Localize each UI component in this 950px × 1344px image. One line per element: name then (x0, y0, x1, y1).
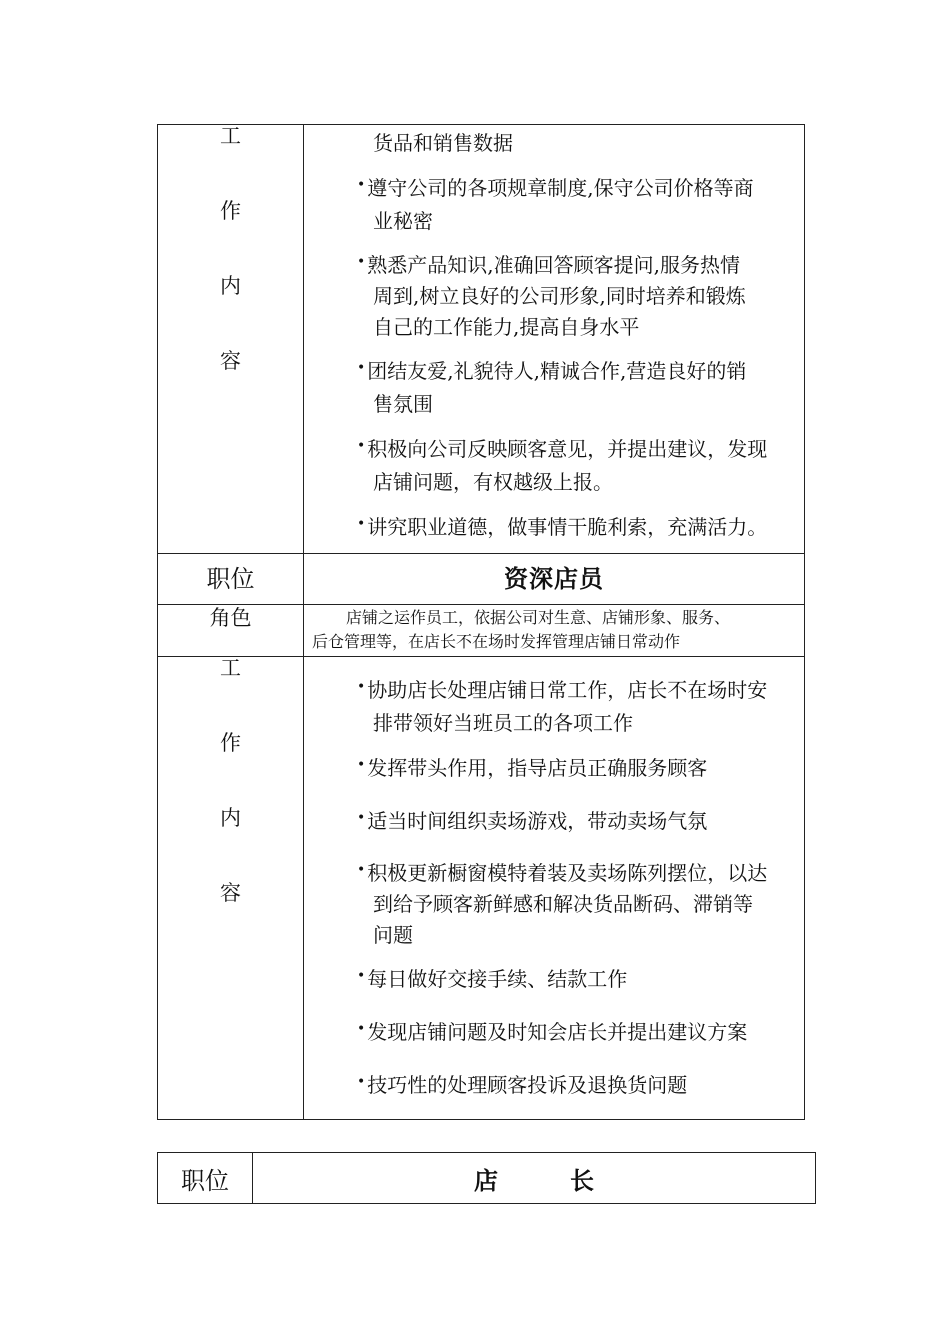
list-item: • 适当时间组织卖场游戏，带动卖场气氛 (357, 809, 708, 833)
bullet-icon: • (357, 254, 366, 270)
bullet-icon: • (357, 968, 366, 984)
list-item: • 发现店铺问题及时知会店长并提出建议方案 (357, 1020, 748, 1044)
duty-list-1 (304, 127, 804, 544)
list-item: • 熟悉产品知识,准确回答顾客提问,服务热情 周到,树立良好的公司形象,同时培养和锻炼 自己的工作能力,提高自身水平 (357, 253, 746, 339)
list-item: • 遵守公司的各项规章制度,保守公司价格等商 业秘密 (357, 176, 754, 233)
duty-label-cell-2 (158, 657, 304, 1120)
bullet-icon: • (357, 360, 366, 376)
bullet-icon: • (357, 1074, 366, 1090)
duty-label-char: 工 (220, 124, 241, 148)
list-item: • 积极向公司反映顾客意见，并提出建议，发现 店铺问题，有权越级上报。 (357, 437, 768, 494)
duty-label-cell-1 (158, 125, 304, 554)
list-item: • 团结友爱,礼貌待人,精诚合作,营造良好的销 售氛围 (357, 359, 747, 416)
job-description-table (157, 124, 805, 1120)
duty-label-char: 作 (220, 199, 241, 223)
list-item: • 发挥带头作用，指导店员正确服务顾客 (357, 756, 708, 780)
list-item: • 讲究职业道德，做事情干脆利索，充满活力。 (357, 515, 768, 539)
list-item: • 技巧性的处理顾客投诉及退换货问题 (357, 1073, 688, 1097)
bullet-icon: • (357, 757, 366, 773)
position-label: 职位 (158, 1153, 253, 1204)
role-label: 角色 (158, 605, 304, 657)
duty-list-2 (304, 671, 804, 1102)
duty-label-char: 内 (220, 806, 241, 830)
list-item: • 协助店长处理店铺日常工作，店长不在场时安 排带领好当班员工的各项工作 (357, 678, 768, 735)
duty-label-char: 容 (220, 881, 241, 905)
bullet-icon: • (357, 438, 366, 454)
duty-label-char: 作 (220, 731, 241, 755)
duty-label-char: 工 (220, 656, 241, 680)
list-item: • 每日做好交接手续、结款工作 (357, 967, 628, 991)
bullet-icon: • (357, 1021, 366, 1037)
role-line-1: 店铺之运作员工，依据公司对生意、店铺形象、服务、 (346, 608, 731, 627)
duty-content-cell-2 (304, 657, 805, 1120)
bullet-icon: • (357, 862, 366, 878)
bullet-icon: • (357, 810, 366, 826)
list-item: 货品和销售数据 (373, 131, 513, 155)
bullet-icon: • (357, 679, 366, 695)
role-line-2: 后仓管理等，在店长不在场时发挥管理店铺日常动作 (312, 632, 681, 651)
duty-label-char: 容 (220, 349, 241, 373)
list-item: • 积极更新橱窗模特着装及卖场陈列摆位，以达 到给予顾客新鲜感和解决货品断码、滞销等 问题 (357, 861, 768, 947)
duty-content-cell-1 (304, 125, 805, 554)
position-title: 店 长 (253, 1153, 816, 1204)
position-label: 职位 (158, 554, 304, 605)
bullet-icon: • (357, 516, 366, 532)
duty-label-char: 内 (220, 274, 241, 298)
role-description (304, 605, 805, 657)
store-manager-table (157, 1152, 816, 1204)
position-title: 资深店员 (304, 554, 805, 605)
bullet-icon: • (357, 177, 366, 193)
